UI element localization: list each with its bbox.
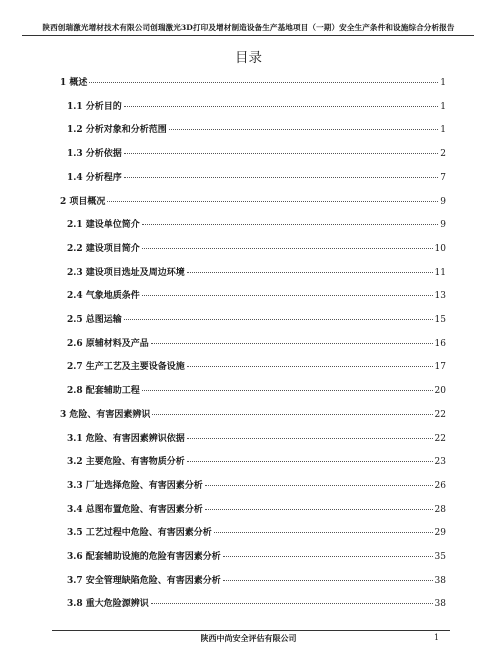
- footer-rule: [52, 630, 450, 631]
- toc-leader-dots: [187, 366, 433, 367]
- toc-entry[interactable]: [67, 101, 446, 114]
- toc-entry-label: 3.3 厂址选择危险、有害因素分析: [67, 481, 203, 491]
- toc-entry-page: 13: [434, 291, 446, 301]
- toc-entry-page: 11: [434, 268, 446, 278]
- toc-leader-dots: [89, 82, 438, 83]
- toc-leader-dots: [142, 390, 433, 391]
- toc-entry[interactable]: [67, 361, 446, 374]
- toc-leader-dots: [124, 319, 433, 320]
- toc-entry-page: 17: [434, 362, 446, 372]
- toc-entry[interactable]: [67, 338, 446, 351]
- toc-entry-label: 2.8 配套辅助工程: [67, 386, 140, 396]
- toc-leader-dots: [124, 153, 438, 154]
- footer-company: 陕西中尚安全评估有限公司: [200, 633, 297, 643]
- toc-entry[interactable]: [67, 172, 446, 185]
- toc-entry-page: 16: [434, 339, 446, 349]
- toc-entry-label: 3.6 配套辅助设施的危险有害因素分析: [67, 552, 221, 562]
- toc-leader-dots: [205, 509, 433, 510]
- toc-entry[interactable]: [67, 598, 446, 611]
- toc-entry[interactable]: [67, 385, 446, 398]
- toc-entry[interactable]: [67, 551, 446, 564]
- toc-leader-dots: [205, 485, 433, 486]
- toc-entry-label: 1.3 分析依据: [67, 149, 122, 159]
- toc-entry-page: 35: [434, 552, 446, 562]
- toc-entry-page: 2: [440, 149, 446, 159]
- toc-entry-page: 10: [434, 244, 446, 254]
- toc-entry-page: 38: [434, 599, 446, 609]
- toc-entry-label: 2.5 总图运输: [67, 315, 122, 325]
- toc-entry-label: 2.6 原辅材料及产品: [67, 339, 149, 349]
- toc-leader-dots: [124, 177, 438, 178]
- toc-entry-page: 7: [440, 173, 446, 183]
- toc-entry-page: 20: [434, 386, 446, 396]
- toc-entry-label: 3 危险、有害因素辨识: [60, 410, 151, 420]
- toc-leader-dots: [142, 248, 433, 249]
- toc-entry-label: 2.2 建设项目简介: [67, 244, 140, 254]
- toc-entry-label: 2 项目概况: [60, 197, 106, 207]
- toc-entry-label: 3.1 危险、有害因素辨识依据: [67, 434, 185, 444]
- toc-leader-dots: [223, 556, 433, 557]
- page-title: 目录: [235, 50, 262, 66]
- toc-entry-page: 22: [434, 434, 446, 444]
- toc-entry[interactable]: [60, 77, 446, 90]
- toc-entry-label: 1.2 分析对象和分析范围: [67, 125, 167, 135]
- toc-leader-dots: [169, 129, 438, 130]
- toc-entry-label: 3.7 安全管理缺陷危险、有害因素分析: [67, 576, 221, 586]
- toc-leader-dots: [187, 461, 433, 462]
- toc-entry-page: 1: [440, 125, 446, 135]
- toc-entry[interactable]: [67, 456, 446, 469]
- toc-entry-label: 3.5 工艺过程中危险、有害因素分析: [67, 528, 212, 538]
- toc-entry[interactable]: [67, 243, 446, 256]
- toc-entry-page: 22: [434, 410, 446, 420]
- toc-leader-dots: [107, 201, 438, 202]
- toc-leader-dots: [214, 532, 433, 533]
- toc-entry-label: 1 概述: [60, 78, 88, 88]
- footer-page-number: 1: [434, 633, 440, 642]
- toc-entry[interactable]: [67, 433, 446, 446]
- toc-entry[interactable]: [67, 267, 446, 280]
- toc-entry[interactable]: [67, 219, 446, 232]
- toc-entry-page: 28: [434, 505, 446, 515]
- document-header: 陕西创瑞激光增材技术有限公司创瑞激光3D打印及增材制造设备生产基地项目（一期）安全生产条件和设施综合分析报告: [42, 23, 455, 32]
- toc-entry-page: 26: [434, 481, 446, 491]
- toc-entry-label: 2.1 建设单位简介: [67, 220, 140, 230]
- toc-leader-dots: [151, 343, 433, 344]
- toc-leader-dots: [124, 106, 438, 107]
- toc-leader-dots: [223, 580, 433, 581]
- toc-entry[interactable]: [67, 480, 446, 493]
- toc-entry[interactable]: [67, 575, 446, 588]
- toc-entry[interactable]: [67, 527, 446, 540]
- toc-leader-dots: [152, 414, 432, 415]
- toc-entry-label: 2.7 生产工艺及主要设备设施: [67, 362, 185, 372]
- toc-entry-label: 1.1 分析目的: [67, 102, 122, 112]
- toc-entry[interactable]: [60, 196, 446, 209]
- toc-entry-page: 15: [434, 315, 446, 325]
- toc-entry-label: 2.4 气象地质条件: [67, 291, 140, 301]
- toc-entry[interactable]: [60, 409, 446, 422]
- toc-entry-page: 29: [434, 528, 446, 538]
- toc-leader-dots: [187, 272, 433, 273]
- toc-entry-label: 3.4 总图布置危险、有害因素分析: [67, 505, 203, 515]
- toc-entry-page: 1: [440, 78, 446, 88]
- toc-entry-label: 2.3 建设项目选址及周边环境: [67, 268, 185, 278]
- toc-entry-label: 3.2 主要危险、有害物质分析: [67, 457, 185, 467]
- toc-entry-page: 1: [440, 102, 446, 112]
- toc-entry-label: 1.4 分析程序: [67, 173, 122, 183]
- toc-leader-dots: [142, 295, 433, 296]
- toc-entry[interactable]: [67, 124, 446, 137]
- toc-leader-dots: [151, 603, 433, 604]
- toc-entry-label: 3.8 重大危险源辨识: [67, 599, 149, 609]
- toc-entry[interactable]: [67, 504, 446, 517]
- toc-entry[interactable]: [67, 314, 446, 327]
- toc-leader-dots: [187, 438, 433, 439]
- toc-leader-dots: [142, 224, 438, 225]
- toc-entry-page: 23: [434, 457, 446, 467]
- toc-entry-page: 9: [440, 220, 446, 230]
- toc-entry-page: 9: [440, 197, 446, 207]
- toc-entry[interactable]: [67, 148, 446, 161]
- toc-entry-page: 38: [434, 576, 446, 586]
- toc-entry[interactable]: [67, 290, 446, 303]
